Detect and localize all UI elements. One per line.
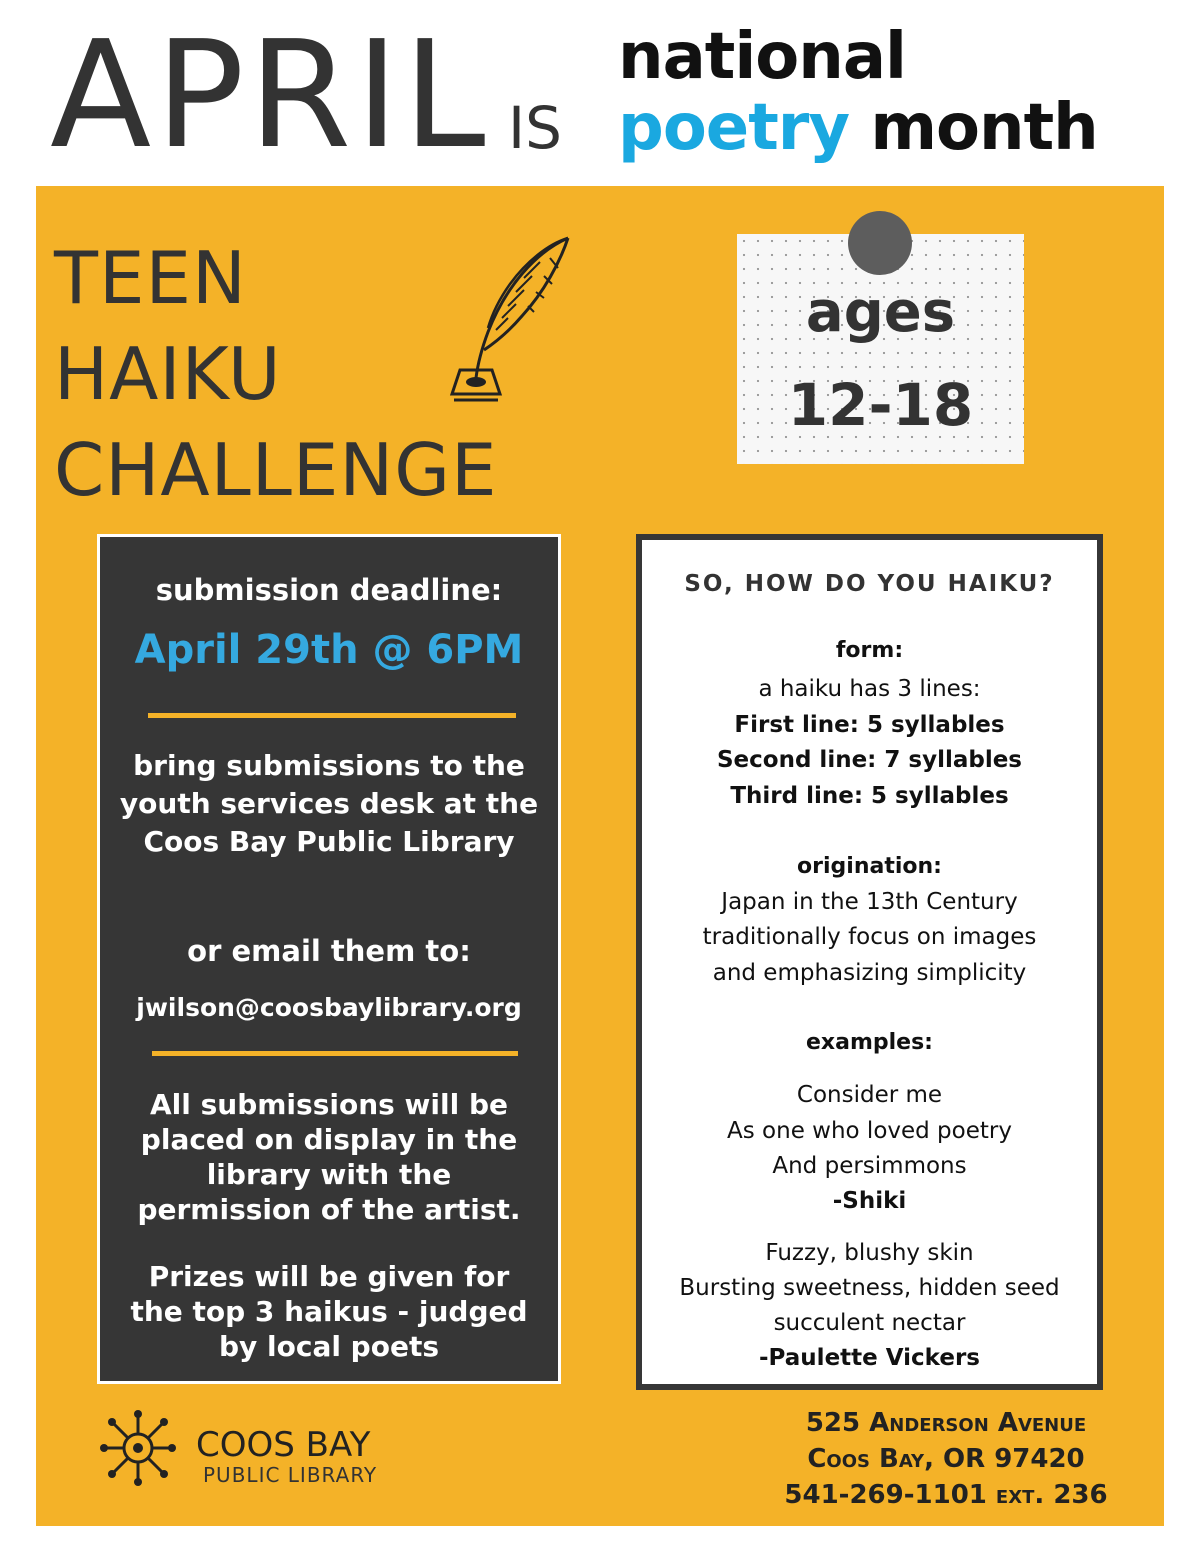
header-april: APRIL (50, 9, 490, 181)
origination-line: Japan in the 13th Century (721, 889, 1018, 915)
deadline-label: submission deadline: (155, 573, 503, 607)
ages-range: 12-18 (787, 371, 974, 439)
email-address[interactable]: jwilson@coosbaylibrary.org (136, 993, 522, 1022)
form-intro: a haiku has 3 lines: (758, 676, 981, 702)
library-name: COOS BAY (196, 1425, 371, 1465)
example-line: And persimmons (772, 1153, 967, 1179)
origination-line: traditionally focus on images (702, 924, 1037, 950)
library-subtitle: PUBLIC LIBRARY (203, 1463, 378, 1487)
email-label: or email them to: (187, 934, 471, 968)
divider (152, 1051, 518, 1056)
header-poetry-month (618, 92, 1098, 164)
bring-submissions-text: bring submissions to the youth services desk at the Coos Bay Public Library (119, 749, 539, 858)
example-author: -Shiki (832, 1188, 907, 1214)
example-line: Bursting sweetness, hidden seed (679, 1275, 1060, 1301)
second-line-rule: Second line: 7 syllables (716, 747, 1022, 773)
example-line: Consider me (796, 1082, 943, 1108)
header-is: IS (508, 94, 562, 162)
origination-label: origination: (797, 854, 942, 879)
challenge-title (54, 230, 498, 518)
example-author: -Paulette Vickers (759, 1345, 980, 1371)
header-national: national (618, 20, 906, 94)
phone-number: 541-269-1101 ext. 236 (784, 1480, 1108, 1510)
address-city: Coos Bay, OR 97420 (807, 1444, 1085, 1474)
display-text: All submissions will be placed on display in the library with the permission of the artist. (137, 1088, 521, 1226)
examples-label: examples: (806, 1030, 933, 1055)
example-line: As one who loved poetry (727, 1118, 1012, 1144)
example-line: Fuzzy, blushy skin (765, 1240, 974, 1266)
divider (148, 713, 516, 718)
library-logo-icon (98, 1408, 178, 1488)
header-poetry: poetry (618, 91, 850, 165)
origination-line: and emphasizing simplicity (712, 960, 1027, 986)
title-line-haiku: HAIKU (54, 332, 282, 416)
address-street: 525 Anderson Avenue (805, 1408, 1087, 1438)
deadline-date: April 29th @ 6PM (134, 627, 524, 673)
first-line-rule: First line: 5 syllables (734, 712, 1005, 738)
prizes-text: Prizes will be given for the top 3 haikus - judged by local poets (130, 1260, 528, 1363)
library-address (776, 1405, 1116, 1513)
quill-inkwell-icon (440, 232, 576, 412)
ages-word: ages (805, 280, 956, 345)
push-pin-icon (848, 211, 912, 275)
header-month: month (870, 91, 1098, 165)
guide-heading: SO, HOW DO YOU HAIKU? (684, 571, 1055, 597)
title-line-teen: TEEN (54, 236, 247, 320)
submission-box (97, 534, 561, 1384)
example-line: succulent nectar (773, 1310, 966, 1336)
haiku-guide-box (636, 534, 1103, 1390)
title-line-challenge: CHALLENGE (54, 428, 498, 512)
third-line-rule: Third line: 5 syllables (730, 783, 1009, 809)
form-label: form: (835, 638, 904, 663)
